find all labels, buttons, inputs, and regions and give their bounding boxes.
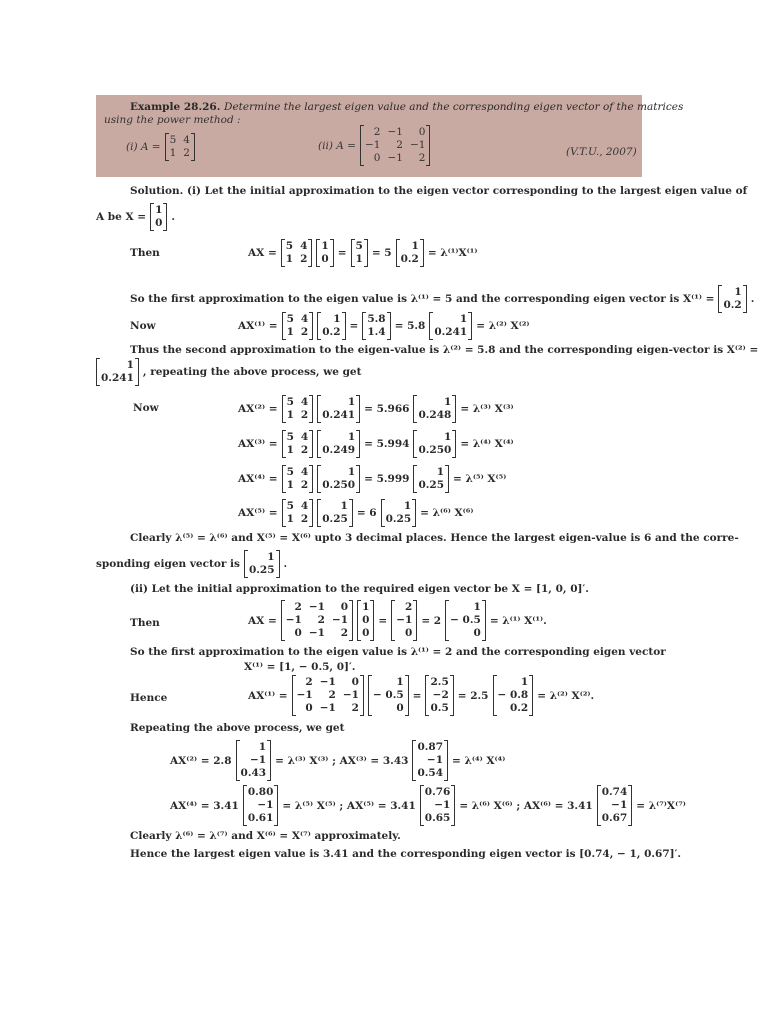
example-statement: Determine the largest eigen value and the corresponding eigen vector of the matrices [224,101,684,113]
now-label-2: Now [133,402,159,414]
example-box [96,95,684,177]
part1-label: (i) A = [126,141,161,153]
final-text: Hence the largest eigen value is 3.41 and the corresponding eigen vector is [0.74, − 1, 0.67]′. [130,848,682,860]
repeat-text: , repeating the above process, we get [142,366,362,378]
part2-label: (ii) A = [318,139,356,152]
example-statement-2: using the power method : [104,114,241,126]
first-approx-ii: So the first approximation to the eigen value is λ⁽¹⁾ = 2 and the corresponding eigen vector [130,646,666,658]
example-label: Example 28.26. [130,101,221,113]
then-label: Then [130,247,160,259]
now-label: Now [130,320,156,332]
then-label-2: Then [130,617,160,629]
sponding-text: sponding eigen vector is [96,558,240,570]
hence-label: Hence [130,692,168,704]
solution-line-1: Solution. (i) Let the initial approximation to the eigen vector corresponding to the largest eigen value of [130,185,748,197]
solution-line-2: A be X = [96,211,147,223]
clearly-text-1: Clearly λ⁽⁵⁾ = λ⁽⁶⁾ and X⁽⁵⁾ = X⁽⁶⁾ upto 3 decimal places. Hence the largest eigen-value is 6 and the corre- [130,532,739,544]
matrix-a2: 2 −1 0 −1 2 −1 0 −1 2 [360,125,430,166]
part-ii-text: (ii) Let the initial approximation to the required eigen vector be X = [1, 0, 0]′. [130,583,589,595]
source-note: (V.T.U., 2007) [566,146,637,158]
second-approx-text: Thus the second approximation to the eigen-value is λ⁽²⁾ = 5.8 and the corresponding eigen-vector is X⁽²⁾ = [130,344,759,356]
repeating-text: Repeating the above process, we get [130,722,345,734]
vector-x0: 1 0 [150,203,167,231]
first-approx-text: So the first approximation to the eigen value is λ⁽¹⁾ = 5 and the corresponding eigen vector is X⁽¹⁾ = [130,293,715,305]
textbook-page: Example 28.26. Determine the largest eigen value and the corresponding eigen vector of the matrices using the power method : (i) A = 5 4 1 2 (ii) A = 2 −1 0 −1 2 −1 0 −1 2 (V.T.U., 2007) Solution. (i) Let the initial approximation to the eigen vector corresponding to the largest eigen value of A be X = 1 0 . Then AX = 5 4 1 2 1 0 = 5 1 = 5 1 0.2 = λ⁽¹⁾X⁽¹⁾ So the first approximation to the eigen value is λ⁽¹⁾ = 5 and the corresponding eigen vector is X⁽¹⁾ = 1 0.2 . Now AX⁽¹⁾ = 5 4 1 2 1 0.2 = 5.8 1.4 = 5.8 1 0.241 = λ⁽²⁾ X⁽²⁾ Thus the second approximation to the eigen-value is λ⁽²⁾ = 5.8 and the corresponding eigen-vector is X⁽²⁾ = 1 0.241 , repeating the above process, we get Now AX⁽²⁾ = 5 4 1 2 1 0.241 = 5.966 1 0.248 = λ⁽³⁾ X⁽³⁾ AX⁽³⁾ = 5 4 1 2 1 0.249 = 5.994 1 0.250 = λ⁽⁴⁾ X⁽⁴⁾ AX⁽⁴⁾ = 5 4 1 2 1 0.250 = 5.999 1 0.25 = λ⁽⁵⁾ X⁽⁵⁾ AX⁽⁵⁾ = 5 4 1 2 1 0.25 = 6 1 0.25 = λ⁽⁶⁾ X⁽⁶⁾ Clearly λ⁽⁵⁾ = λ⁽⁶⁾ and X⁽⁵⁾ = X⁽⁶⁾ upto 3 decimal places. Hence the largest eigen-value is 6 and the corre- sponding eigen vector is 1 0.25 . (ii) Let the initial approximation to the required eigen vector be X = [1, 0, 0]′. Then AX = 2 −1 0 −1 2 −1 0 −1 2 1 0 0 = 2 −1 0 = 2 1 − 0.5 0 = λ⁽¹⁾ X⁽¹⁾. So the first approximation to the eigen value is λ⁽¹⁾ = 2 and the corresponding eigen vector X⁽¹⁾ = [1, − 0.5, 0]′. Hence AX⁽¹⁾ = 2 −1 0 −1 2 −1 0 −1 2 1 − 0.5 0 = 2.5 −2 0.5 = 2.5 1 − 0.8 0.2 = λ⁽²⁾ X⁽²⁾. Repeating the above process, we get AX⁽²⁾ = 2.8 1 −1 0.43 = λ⁽³⁾ X⁽³⁾ ; AX⁽³⁾ = 3.43 0.87 −1 0.54 = λ⁽⁴⁾ X⁽⁴⁾ AX⁽⁴⁾ = 3.41 0.80 −1 0.61 = λ⁽⁵⁾ X⁽⁵⁾ ; AX⁽⁵⁾ = 3.41 0.76 −1 0.65 = λ⁽⁶⁾ X⁽⁶⁾ ; AX⁽⁶⁾ = 3.41 0.74 −1 0.67 = λ⁽⁷⁾X⁽⁷⁾ Clearly λ⁽⁶⁾ = λ⁽⁷⁾ and X⁽⁶⁾ = X⁽⁷⁾ approximately. Hence the largest eigen value is 3.41 and the corresponding eigen vector is [0.74, − 1, 0.67]′. [0,0,768,1024]
clearly-text-2: Clearly λ⁽⁶⁾ = λ⁽⁷⁾ and X⁽⁶⁾ = X⁽⁷⁾ approximately. [130,830,401,842]
x1-vector-text: X⁽¹⁾ = [1, − 0.5, 0]′. [244,661,356,673]
matrix-a1: 5 4 1 2 [165,133,195,161]
